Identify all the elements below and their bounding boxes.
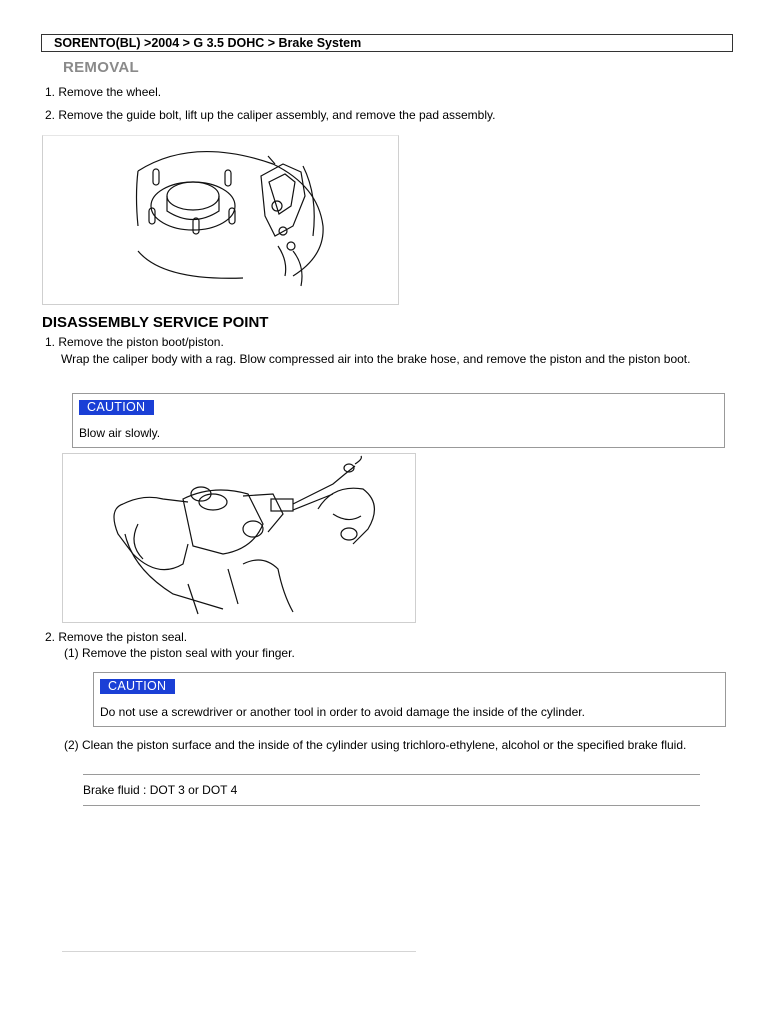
spec-bottom-rule	[83, 805, 700, 806]
disassembly-step-1-body: Wrap the caliper body with a rag. Blow compressed air into the brake hose, and remove the piston and the piston boot.	[61, 352, 691, 366]
caution-badge: CAUTION	[100, 679, 175, 694]
caution-box-2	[93, 672, 726, 727]
disassembly-step-2-sub-1: (1) Remove the piston seal with your finger.	[64, 646, 295, 660]
disassembly-step-2-title: 2. Remove the piston seal.	[45, 630, 188, 644]
caution-text: Blow air slowly.	[79, 426, 161, 440]
disassembly-step-2-sub-2: (2) Clean the piston surface and the inside of the cylinder using trichloro-ethylene, alcohol or the specified brake fluid.	[64, 738, 687, 752]
caliper-removal-illustration	[42, 135, 399, 305]
brake-fluid-spec: Brake fluid : DOT 3 or DOT 4	[83, 783, 238, 797]
disassembly-heading: DISASSEMBLY SERVICE POINT	[42, 314, 269, 331]
caution-text: Do not use a screwdriver or another tool in order to avoid damage the inside of the cylinder.	[100, 705, 585, 719]
page-divider	[62, 951, 416, 952]
removal-step-1: 1. Remove the wheel.	[45, 85, 162, 99]
disassembly-step-1-title: 1. Remove the piston boot/piston.	[45, 335, 224, 349]
spec-top-rule	[83, 774, 700, 775]
piston-removal-illustration	[62, 453, 416, 623]
breadcrumb: SORENTO(BL) >2004 > G 3.5 DOHC > Brake System	[41, 34, 733, 52]
caution-badge: CAUTION	[79, 400, 154, 415]
removal-step-2: 2. Remove the guide bolt, lift up the caliper assembly, and remove the pad assembly.	[45, 108, 496, 122]
caution-box-1	[72, 393, 725, 448]
removal-heading: REMOVAL	[63, 59, 139, 76]
